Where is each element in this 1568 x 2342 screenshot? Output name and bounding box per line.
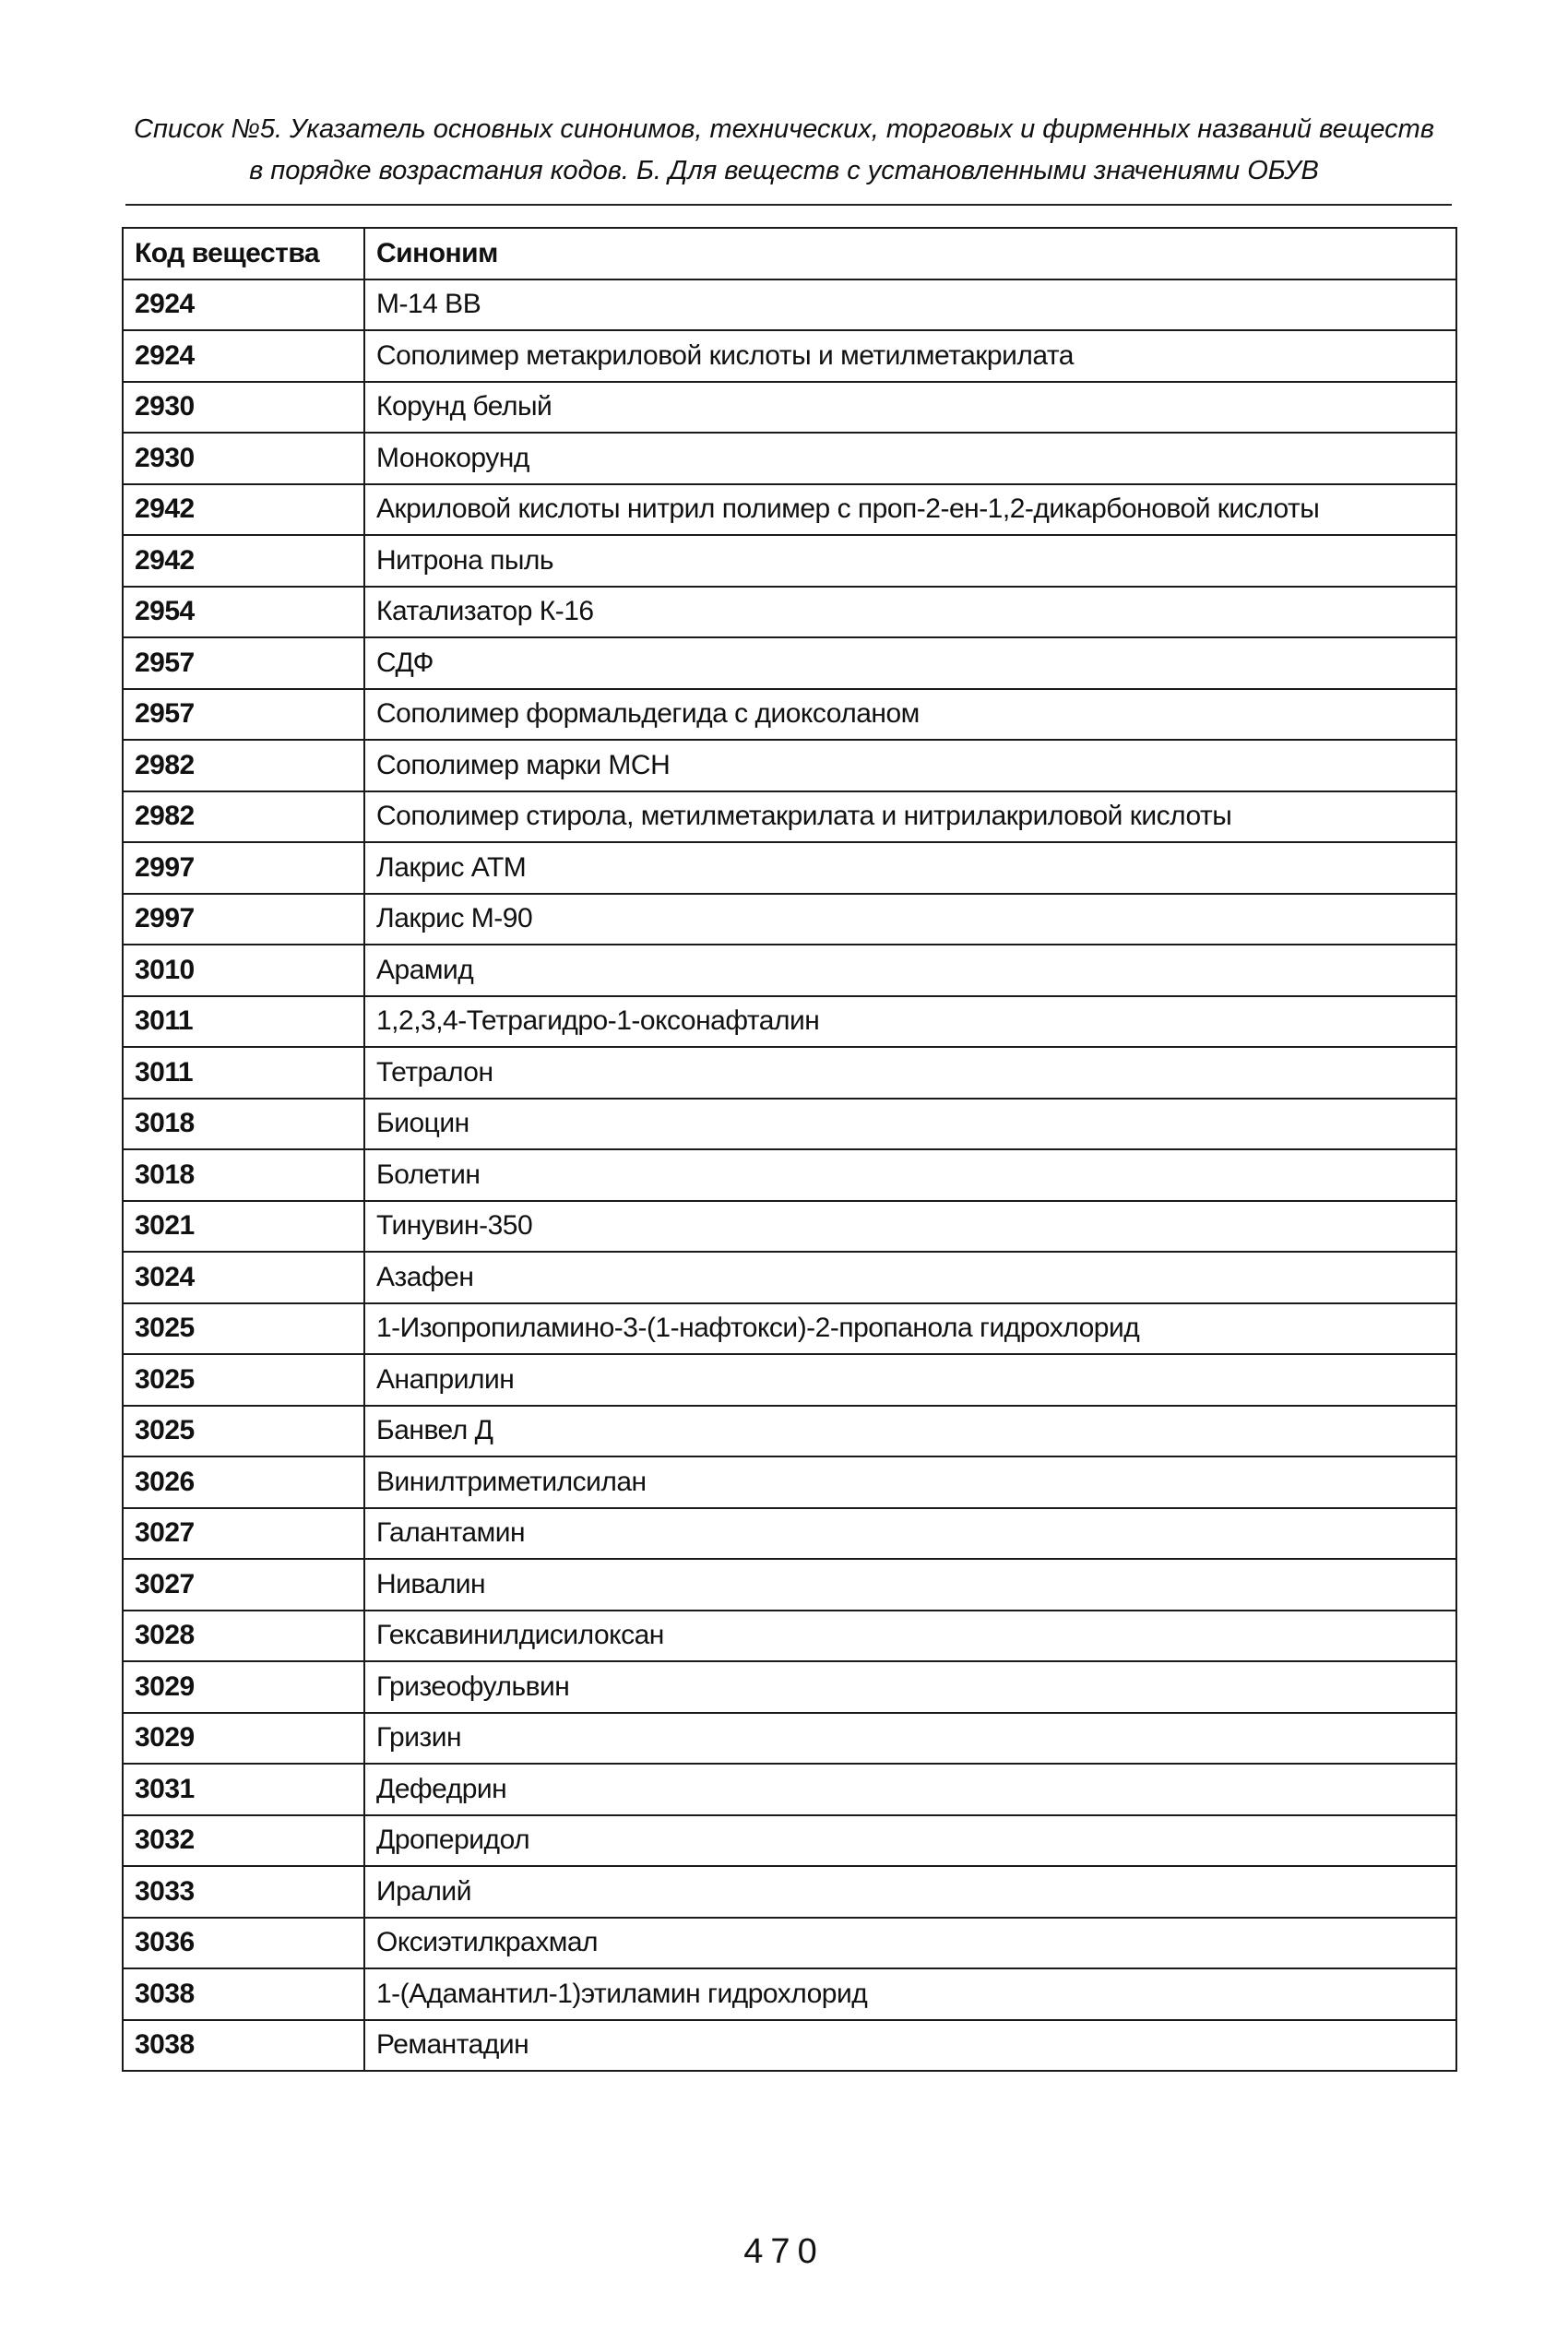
cell-substance-code: 3038 bbox=[123, 1968, 364, 2020]
table-row bbox=[123, 1406, 1456, 1457]
cell-substance-code: 3028 bbox=[123, 1611, 364, 1662]
header-divider bbox=[125, 204, 1452, 206]
table-row bbox=[123, 587, 1456, 638]
cell-substance-code: 2924 bbox=[123, 279, 364, 331]
cell-substance-code: 3036 bbox=[123, 1918, 364, 1969]
table-row bbox=[123, 330, 1456, 382]
cell-synonym: Гризин bbox=[364, 1713, 1456, 1765]
cell-synonym: Тинувин-350 bbox=[364, 1201, 1456, 1253]
table-row bbox=[123, 484, 1456, 536]
cell-substance-code: 3027 bbox=[123, 1508, 364, 1560]
table-row bbox=[123, 279, 1456, 331]
cell-synonym: Дроперидол bbox=[364, 1815, 1456, 1867]
cell-synonym: Нитрона пыль bbox=[364, 535, 1456, 587]
cell-substance-code: 3018 bbox=[123, 1149, 364, 1201]
cell-synonym: Сополимер формальдегида с диоксоланом bbox=[364, 689, 1456, 741]
table-row bbox=[123, 996, 1456, 1048]
cell-synonym: Арамид bbox=[364, 945, 1456, 996]
cell-substance-code: 3011 bbox=[123, 1047, 364, 1099]
cell-substance-code: 2930 bbox=[123, 382, 364, 434]
table-header-row bbox=[123, 228, 1456, 279]
cell-synonym: Азафен bbox=[364, 1252, 1456, 1303]
cell-synonym: Иралий bbox=[364, 1866, 1456, 1918]
synonym-table bbox=[122, 227, 1457, 2072]
cell-synonym: Лакрис М-90 bbox=[364, 894, 1456, 945]
table-row bbox=[123, 842, 1456, 894]
table-row bbox=[123, 1303, 1456, 1355]
table-row bbox=[123, 1252, 1456, 1303]
cell-synonym: Корунд белый bbox=[364, 382, 1456, 434]
cell-substance-code: 3018 bbox=[123, 1099, 364, 1150]
cell-substance-code: 2997 bbox=[123, 842, 364, 894]
cell-synonym: СДФ bbox=[364, 637, 1456, 689]
table-row bbox=[123, 1918, 1456, 1969]
cell-substance-code: 3025 bbox=[123, 1354, 364, 1406]
cell-synonym: Дефедрин bbox=[364, 1764, 1456, 1815]
column-header-code: Код вещества bbox=[123, 228, 364, 279]
table-row bbox=[123, 1559, 1456, 1611]
table-row bbox=[123, 535, 1456, 587]
cell-synonym: Лакрис АТМ bbox=[364, 842, 1456, 894]
cell-substance-code: 3010 bbox=[123, 945, 364, 996]
cell-synonym: Акриловой кислоты нитрил полимер с проп-2-ен-1,2-дикарбоновой кислоты bbox=[364, 484, 1456, 536]
table-row bbox=[123, 1611, 1456, 1662]
table-body bbox=[123, 279, 1456, 2072]
cell-substance-code: 3021 bbox=[123, 1201, 364, 1253]
page-number: 470 bbox=[743, 2232, 825, 2271]
table-row bbox=[123, 689, 1456, 741]
cell-substance-code: 3029 bbox=[123, 1713, 364, 1765]
cell-substance-code: 3033 bbox=[123, 1866, 364, 1918]
cell-substance-code: 2997 bbox=[123, 894, 364, 945]
cell-synonym: Ремантадин bbox=[364, 2020, 1456, 2072]
table-row bbox=[123, 1508, 1456, 1560]
synonym-table-container bbox=[122, 227, 1455, 2072]
cell-synonym: Болетин bbox=[364, 1149, 1456, 1201]
cell-synonym: М-14 ВВ bbox=[364, 279, 1456, 331]
table-row bbox=[123, 1815, 1456, 1867]
table-row bbox=[123, 1099, 1456, 1150]
column-header-synonym: Синоним bbox=[364, 228, 1456, 279]
cell-substance-code: 3029 bbox=[123, 1661, 364, 1713]
table-row bbox=[123, 791, 1456, 843]
table-row bbox=[123, 382, 1456, 434]
cell-substance-code: 2954 bbox=[123, 587, 364, 638]
cell-synonym: Анаприлин bbox=[364, 1354, 1456, 1406]
table-row bbox=[123, 637, 1456, 689]
cell-synonym: Оксиэтилкрахмал bbox=[364, 1918, 1456, 1969]
cell-synonym: Банвел Д bbox=[364, 1406, 1456, 1457]
table-row bbox=[123, 1149, 1456, 1201]
cell-synonym: Катализатор К-16 bbox=[364, 587, 1456, 638]
page-header bbox=[129, 109, 1439, 192]
cell-synonym: Сополимер марки МСН bbox=[364, 740, 1456, 791]
table-row bbox=[123, 945, 1456, 996]
table-row bbox=[123, 1713, 1456, 1765]
cell-synonym: Гризеофульвин bbox=[364, 1661, 1456, 1713]
table-row bbox=[123, 1661, 1456, 1713]
cell-synonym: 1-(Адамантил-1)этиламин гидрохлорид bbox=[364, 1968, 1456, 2020]
header-title-line-1: Список №5. Указатель основных синонимов, технических, торговых и фирменных названий веществ bbox=[134, 114, 1434, 144]
cell-substance-code: 3038 bbox=[123, 2020, 364, 2072]
table-row bbox=[123, 740, 1456, 791]
table-row bbox=[123, 1456, 1456, 1508]
cell-synonym: 1,2,3,4-Тетрагидро-1-оксонафталин bbox=[364, 996, 1456, 1048]
table-row bbox=[123, 1968, 1456, 2020]
cell-substance-code: 2982 bbox=[123, 740, 364, 791]
table-row bbox=[123, 1201, 1456, 1253]
cell-synonym: 1-Изопропиламино-3-(1-нафтокси)-2-пропанола гидрохлорид bbox=[364, 1303, 1456, 1355]
cell-synonym: Тетралон bbox=[364, 1047, 1456, 1099]
table-row bbox=[123, 433, 1456, 484]
cell-substance-code: 3026 bbox=[123, 1456, 364, 1508]
cell-synonym: Нивалин bbox=[364, 1559, 1456, 1611]
cell-substance-code: 3025 bbox=[123, 1303, 364, 1355]
table-row bbox=[123, 894, 1456, 945]
table-row bbox=[123, 1764, 1456, 1815]
cell-synonym: Винилтриметилсилан bbox=[364, 1456, 1456, 1508]
cell-substance-code: 2942 bbox=[123, 535, 364, 587]
cell-substance-code: 3025 bbox=[123, 1406, 364, 1457]
cell-substance-code: 3032 bbox=[123, 1815, 364, 1867]
table-row bbox=[123, 1047, 1456, 1099]
cell-synonym: Гексавинилдисилоксан bbox=[364, 1611, 1456, 1662]
table-row bbox=[123, 1866, 1456, 1918]
cell-substance-code: 2924 bbox=[123, 330, 364, 382]
cell-substance-code: 2930 bbox=[123, 433, 364, 484]
cell-synonym: Сополимер метакриловой кислоты и метилметакрилата bbox=[364, 330, 1456, 382]
cell-synonym: Сополимер стирола, метилметакрилата и нитрилакриловой кислоты bbox=[364, 791, 1456, 843]
table-row bbox=[123, 2020, 1456, 2072]
cell-substance-code: 2957 bbox=[123, 689, 364, 741]
cell-synonym: Монокорунд bbox=[364, 433, 1456, 484]
cell-substance-code: 2957 bbox=[123, 637, 364, 689]
cell-substance-code: 3024 bbox=[123, 1252, 364, 1303]
table-row bbox=[123, 1354, 1456, 1406]
cell-substance-code: 2982 bbox=[123, 791, 364, 843]
cell-substance-code: 3031 bbox=[123, 1764, 364, 1815]
cell-substance-code: 3011 bbox=[123, 996, 364, 1048]
cell-synonym: Галантамин bbox=[364, 1508, 1456, 1560]
cell-synonym: Биоцин bbox=[364, 1099, 1456, 1150]
cell-substance-code: 2942 bbox=[123, 484, 364, 536]
header-title-line-2: в порядке возрастания кодов. Б. Для веществ с установленными значениями ОБУВ bbox=[249, 156, 1319, 185]
cell-substance-code: 3027 bbox=[123, 1559, 364, 1611]
